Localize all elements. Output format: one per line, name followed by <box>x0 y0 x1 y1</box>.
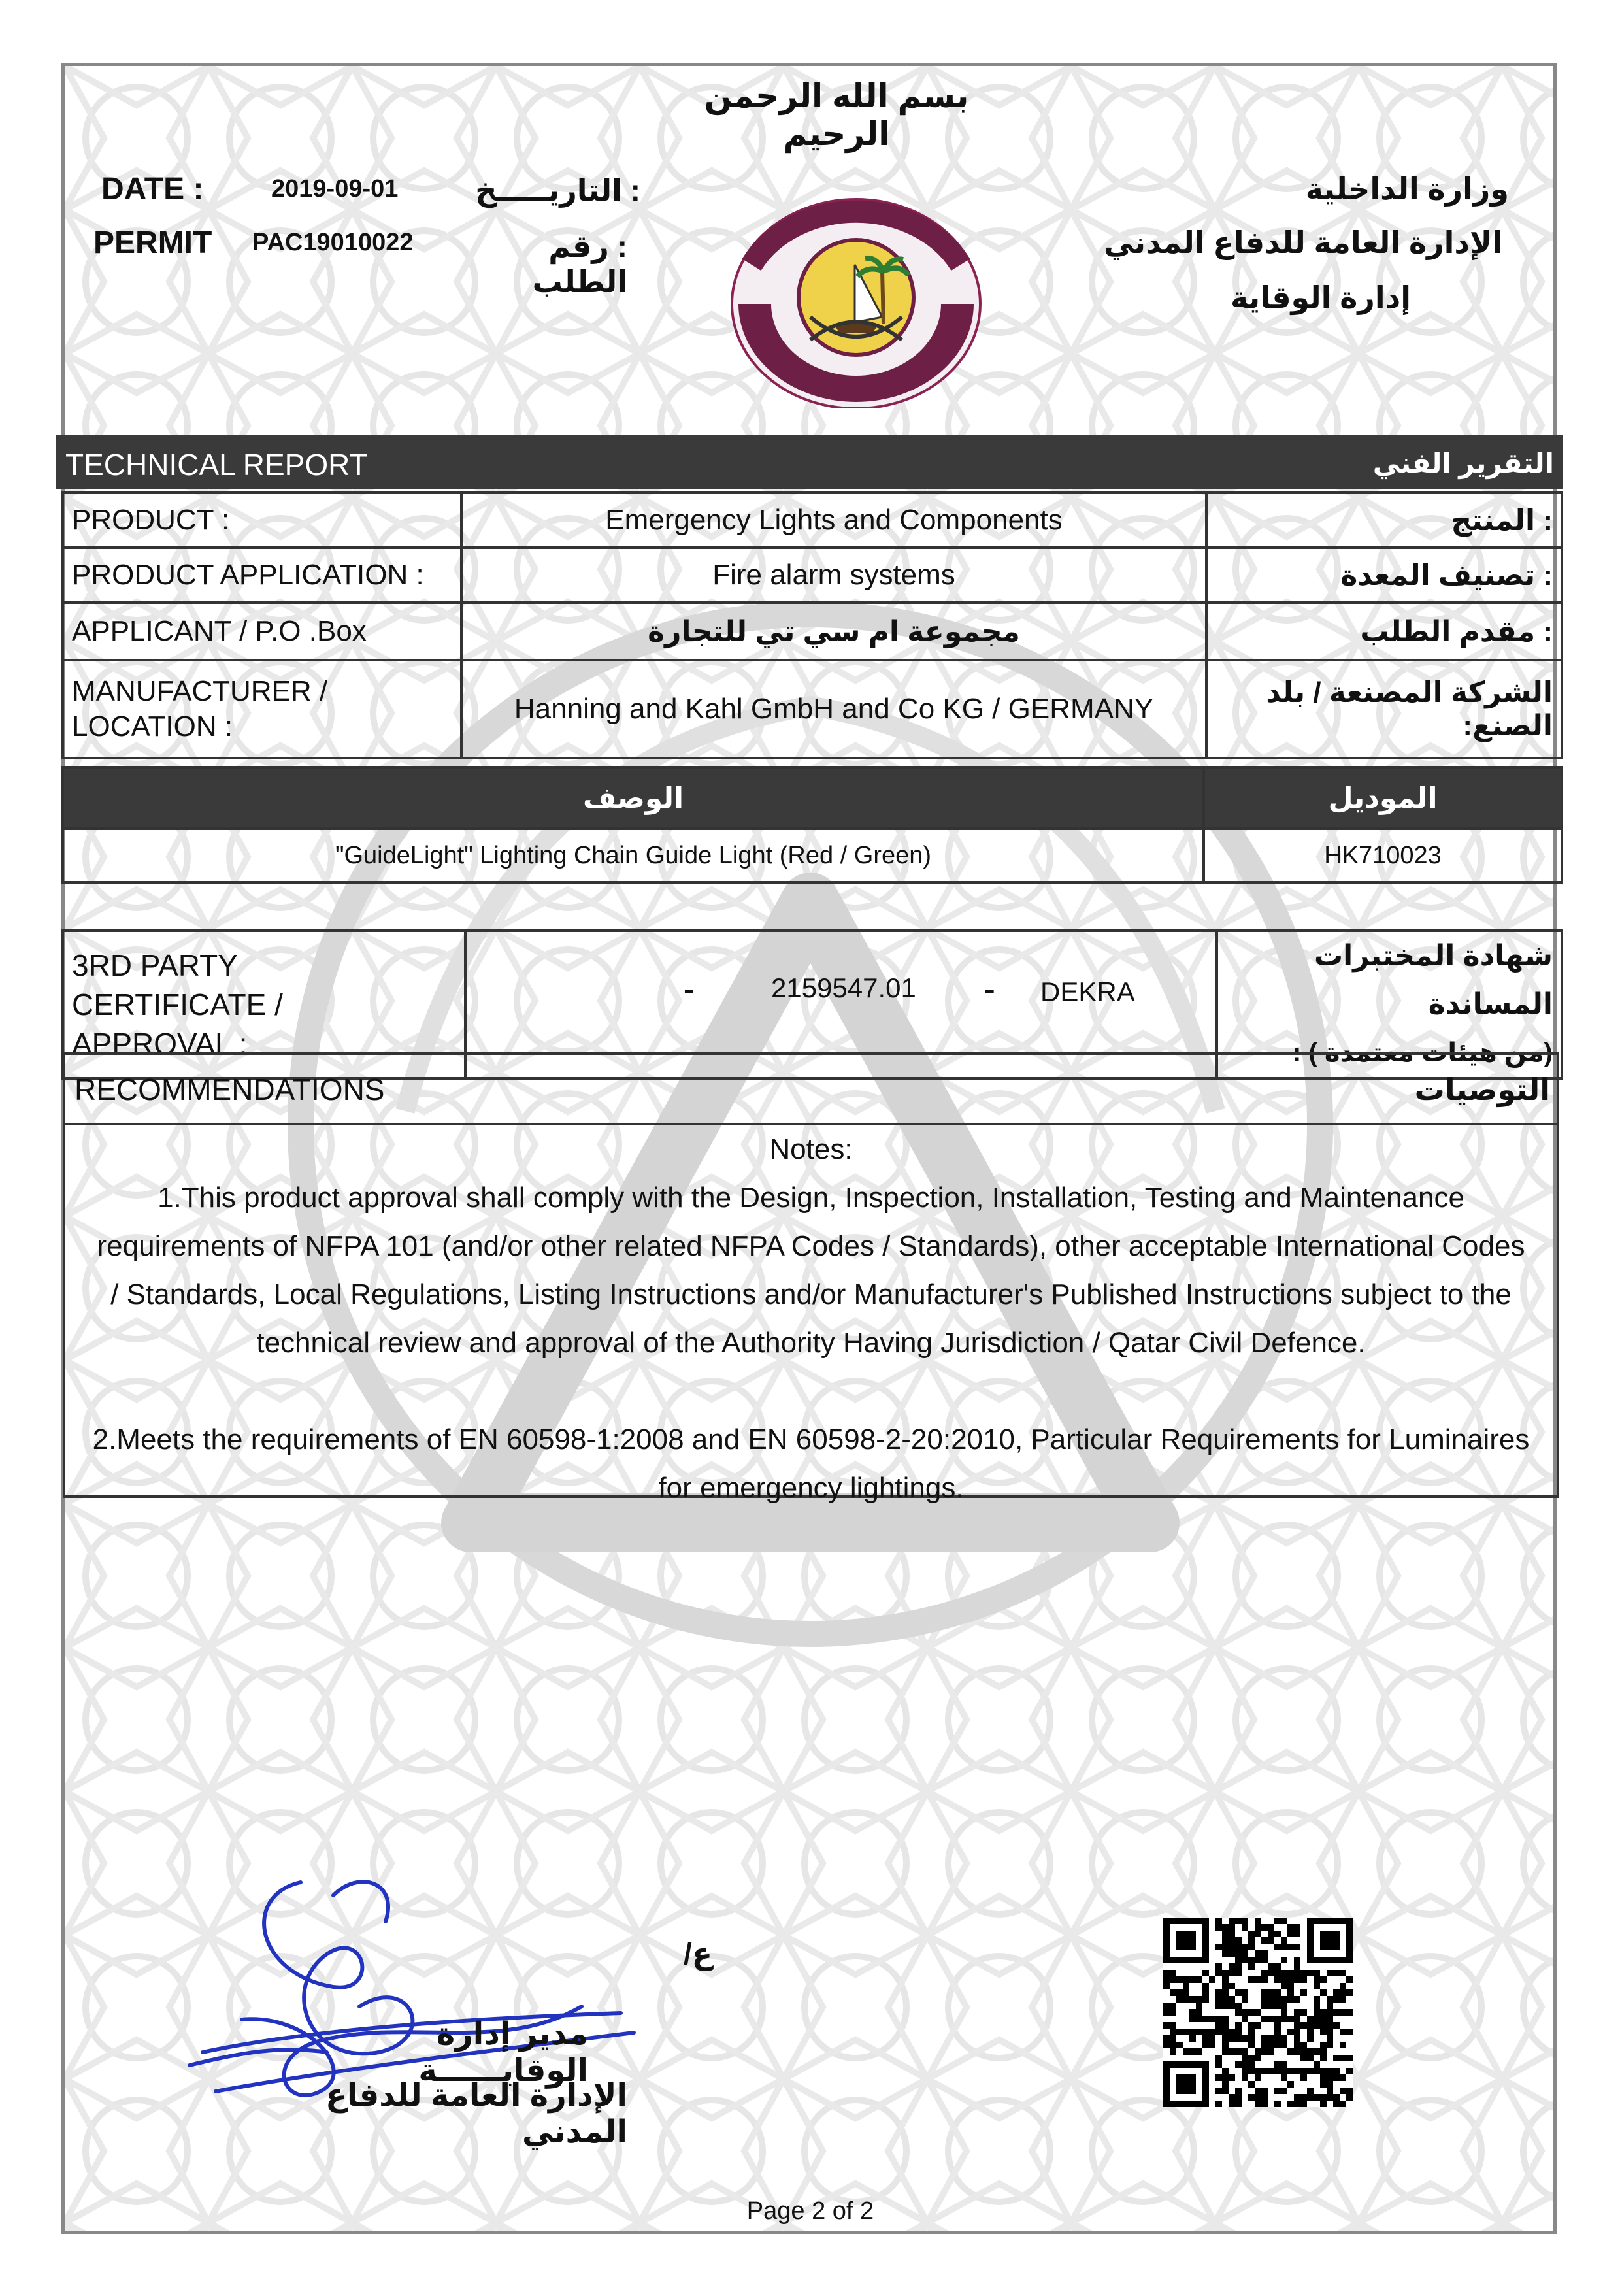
note-1: 1.This product approval shall comply with the Design, Inspection, Installation, Testing and Maintenance requirements of NFPA 101 (and/or other related NFPA Codes / Standards), other acceptable International Codes / Standards, Local Regulations, Listing Instructions and/or Manufacturer's Published Instructions subject to the technical review and approval of the Authority Having Jurisdiction / Qatar Civil Defence. <box>97 1182 1525 1359</box>
certificate-label: 3RD PARTY CERTIFICATE / APPROVAL : <box>63 931 465 1078</box>
product-label-ar: : المنتج <box>1206 493 1562 548</box>
qatar-emblem-icon <box>725 193 987 408</box>
notes-box <box>63 1123 1559 1504</box>
section-title-en: TECHNICAL REPORT <box>65 448 368 482</box>
models-header-row <box>63 767 1562 829</box>
model-header: الموديل <box>1204 767 1562 829</box>
model-description: "GuideLight" Lighting Chain Guide Light (Red / Green) <box>63 829 1204 882</box>
product-label: PRODUCT : <box>63 493 461 548</box>
product-value: Emergency Lights and Components <box>461 493 1206 548</box>
recommendations-label: RECOMMENDATIONS <box>74 1073 385 1106</box>
permit-label: PERMIT <box>93 225 212 260</box>
table-row <box>63 493 1562 548</box>
applicant-label-ar: : مقدم الطلب <box>1206 603 1562 660</box>
certificate-dash-1: - <box>684 971 695 1007</box>
manufacturer-label: MANUFACTURER / LOCATION : <box>63 660 461 758</box>
manufacturer-value: Hanning and Kahl GmbH and Co KG / GERMANY <box>461 660 1206 758</box>
technical-report-bar <box>56 435 1563 489</box>
signatory-title: مدير إدارة الوقايــــــة <box>418 2017 588 2088</box>
qr-code-icon <box>1163 1918 1353 2107</box>
models-table <box>61 766 1563 884</box>
ministry-name: وزارة الداخلية <box>1305 172 1509 206</box>
certificate-body: DEKRA <box>1040 976 1135 1007</box>
certificate-label-ar-line2: (من هيئات معتمدة ) : <box>1293 1039 1553 1067</box>
department-name: إدارة الوقاية <box>1231 280 1411 314</box>
application-label-ar: : تصنيف المعدة <box>1206 548 1562 603</box>
on-behalf-mark: ع/ <box>684 1937 713 1971</box>
table-row <box>63 548 1562 603</box>
permit-label-ar: : رقم الطلب <box>532 229 627 299</box>
application-label: PRODUCT APPLICATION : <box>63 548 461 603</box>
note-2: 2.Meets the requirements of EN 60598-1:2008 and EN 60598-2-20:2010, Particular Requirements for Luminaires for emergency lightings. <box>92 1423 1530 1504</box>
application-value: Fire alarm systems <box>461 548 1206 603</box>
basmala: بسم الله الرحمن الرحيم <box>704 78 969 152</box>
date-value: 2019-09-01 <box>271 175 399 203</box>
certificate-label-ar-line1: شهادة المختبرات المساندة <box>1314 940 1553 1020</box>
recommendations-label-ar: التوصيات <box>1414 1073 1550 1106</box>
description-header: الوصف <box>63 767 1204 829</box>
notes-title: Notes: <box>769 1133 853 1165</box>
date-label: DATE : <box>101 172 204 207</box>
certificate-dash-2: - <box>984 971 995 1007</box>
model-number: HK710023 <box>1204 829 1562 882</box>
certificate-number: 2159547.01 <box>771 973 916 1003</box>
table-row <box>63 660 1562 758</box>
recommendations-header <box>63 1052 1559 1125</box>
directorate-name: الإدارة العامة للدفاع المدني <box>1104 225 1502 259</box>
manufacturer-label-ar: الشركة المصنعة / بلد الصنع: <box>1206 660 1562 758</box>
date-label-ar: : التاريـــــخ <box>475 173 640 207</box>
page-number: Page 2 of 2 <box>746 2197 874 2225</box>
applicant-label: APPLICANT / P.O .Box <box>63 603 461 660</box>
permit-value: PAC19010022 <box>252 229 414 256</box>
applicant-value: مجموعة ام سي تي للتجارة <box>461 603 1206 660</box>
table-row <box>63 603 1562 660</box>
product-details-table <box>61 491 1563 759</box>
table-row <box>63 829 1562 882</box>
section-title-ar: التقرير الفني <box>1372 448 1554 478</box>
signatory-department: الإدارة العامة للدفاع المدني <box>325 2078 627 2150</box>
